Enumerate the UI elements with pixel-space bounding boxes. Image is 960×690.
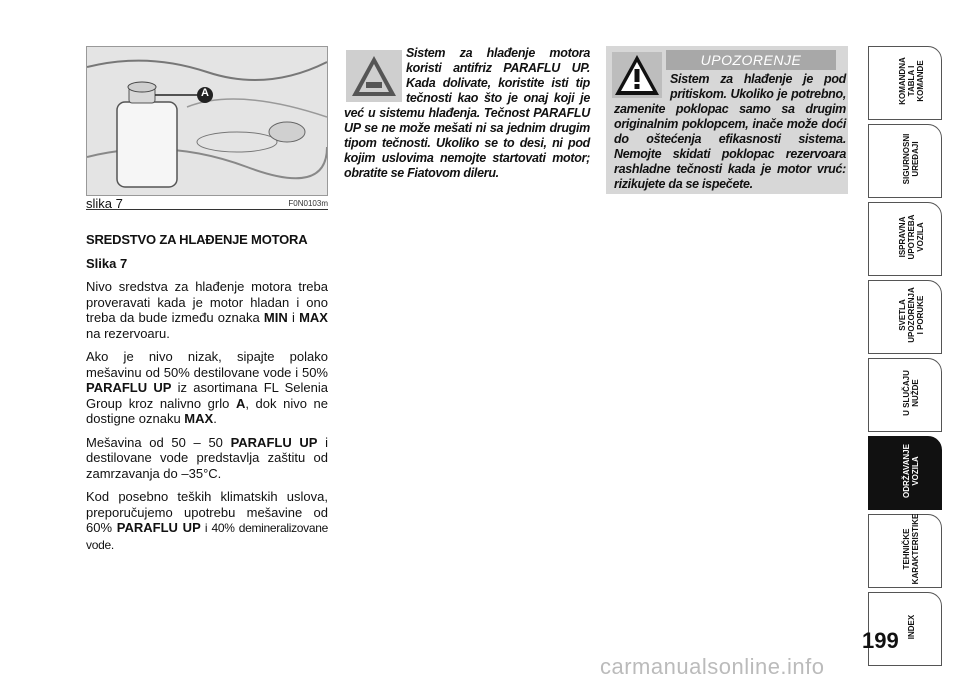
figure-label: slika 7 — [86, 196, 123, 211]
text: . — [213, 411, 217, 426]
text: i destilovane vode predstavlja zaštitu od zamrzavanja do –35°C. — [86, 434, 329, 481]
min-mark: MIN — [263, 310, 288, 325]
figure-caption-row — [86, 196, 328, 210]
warning-body: Sistem za hlađenje je pod pritiskom. Ukoliko je potrebno, zamenite poklopac samo sa drugim originalnim poklopcem, inače može doći do oštećenja efikasnosti sistema. Nemojte skidati poklopac rezervoara rashladne tečnosti kada je motor vruć: rizikujete da se ispečete. — [614, 72, 846, 191]
tab-sigurnosni-uredjaji[interactable] — [868, 124, 942, 198]
tab-label: INDEX — [906, 614, 916, 640]
tab-u-slucaju-nuzde[interactable] — [868, 358, 942, 432]
paragraph-severe-climate — [86, 489, 328, 553]
caution-text: Sistem za hlađenje motora koristi antifriz PARAFLU UP. Kada dolivate, koristite isti tip tečnosti kao što je onaj koji je već u sistemu hlađenja. Tečnost PARAFLU UP se ne može mešati ni sa jednim drugim tipom tečnosti. Ukoliko se to desi, ni pod kojim uslovima nemojte startovati motor; obratite se Fiatovom dileru. — [344, 46, 590, 180]
paragraph-level-check — [86, 279, 328, 341]
max-mark: MAX — [184, 411, 214, 426]
section-subheading: Slika 7 — [86, 255, 128, 271]
text: Nivo sredstva za hlađenje motora treba proveravati kada je motor hladan i ono treba da bude između oznaka — [86, 279, 328, 325]
divider — [86, 209, 328, 210]
engine-coolant-figure — [86, 46, 328, 196]
callout-marker-a: A — [201, 87, 209, 99]
warning-text — [614, 72, 846, 192]
watermark: carmanualsonline.info — [600, 654, 825, 679]
text: i 40% demineralizovane vode. — [86, 521, 328, 552]
coolant-section — [86, 232, 328, 561]
tab-label: SIGURNOSNI UREĐAJI — [902, 133, 920, 185]
text: na rezervoaru. — [86, 325, 170, 341]
figure-code: F0N0103m — [288, 199, 328, 208]
text: Ako je nivo nizak, sipajte polako mešavinu od 50% destilovane vode i 50% — [86, 349, 328, 380]
tab-label: ODRŽAVANJE VOZILA — [902, 444, 920, 498]
warning-box — [606, 46, 848, 194]
text: i — [287, 310, 300, 325]
text: Mešavina od 50 – 50 — [86, 434, 231, 450]
paragraph-mixture — [86, 435, 328, 482]
product-name: PARAFLU UP — [86, 380, 172, 395]
tab-ispravna-upotreba[interactable] — [868, 202, 942, 276]
tab-svetla-upozorenja[interactable] — [868, 280, 942, 354]
text: , dok nivo ne dostigne oznaku — [86, 395, 329, 426]
tab-label: KOMANDNA TABLA I KOMANDE — [897, 57, 925, 105]
text: iz asortimana FL Selenia Group kroz nalivno grlo — [86, 380, 329, 411]
callout-ref: A — [235, 395, 246, 411]
section-heading: SREDSTVO ZA HLAĐENJE MOTORA — [86, 232, 308, 247]
max-mark: MAX — [299, 310, 328, 325]
page-number: 199 — [862, 628, 899, 653]
tab-komandna-tabla[interactable] — [868, 46, 942, 120]
tab-tehnicke-karakteristike[interactable] — [868, 514, 942, 588]
product-name: PARAFLU UP — [116, 520, 201, 535]
paragraph-topping-up — [86, 349, 328, 427]
tab-label: U SLUČAJU NUŽDE — [902, 370, 920, 416]
text: Kod posebno teških klimatskih uslova, preporučujemo upotrebu mešavine od 60% — [86, 489, 328, 535]
coolant-reservoir-illustration — [87, 47, 327, 195]
engine-caution-icon — [346, 50, 402, 102]
tab-odrzavanje-vozila[interactable] — [868, 436, 942, 510]
tab-label: ISPRAVNA UPOTREBA VOZILA — [897, 214, 925, 260]
warning-icon-spacer — [614, 72, 670, 102]
product-name: PARAFLU UP — [230, 434, 318, 450]
tab-label: TEHNIČKE KARAKTERISTIKE — [902, 513, 920, 585]
tab-label: SVETLA UPOZORENJA I PORUKE — [897, 287, 925, 343]
warning-title: UPOZORENJE — [666, 50, 836, 70]
